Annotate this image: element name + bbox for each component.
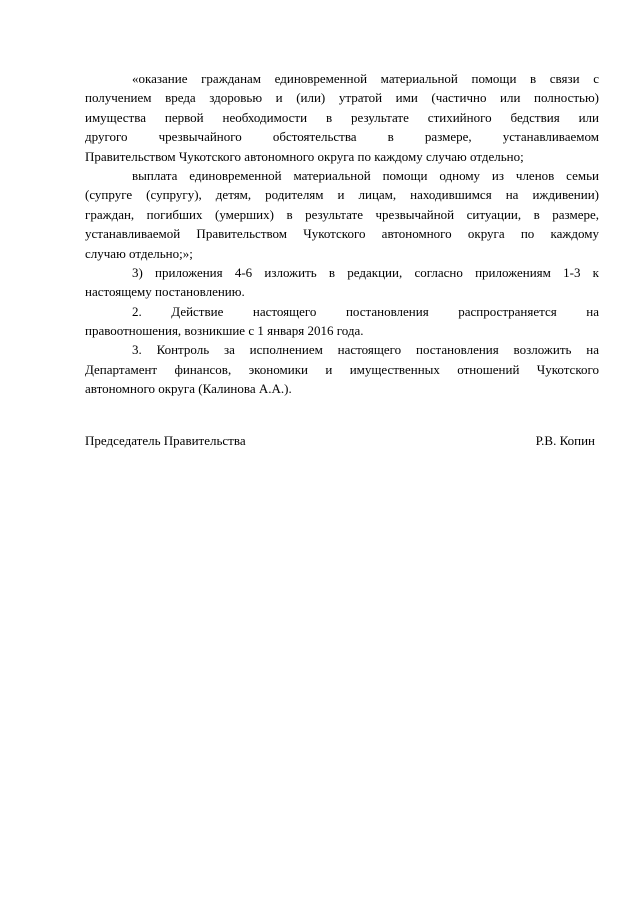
text-line: случаю отдельно;»; bbox=[85, 245, 193, 261]
document-body bbox=[85, 69, 599, 399]
text-line: граждан, погибших (умерших) в результате чрезвычайной ситуации, в размере, bbox=[85, 206, 599, 222]
paragraph-effective-date bbox=[85, 302, 599, 341]
paragraph-appendices bbox=[85, 263, 599, 302]
paragraph-control bbox=[85, 340, 599, 398]
signatory-title: Председатель Правительства bbox=[85, 433, 246, 448]
text-line: имущества первой необходимости в результате стихийного бедствия или bbox=[85, 109, 599, 125]
signatory-name: Р.В. Копин bbox=[535, 433, 595, 448]
text-line: настоящему постановлению. bbox=[85, 284, 245, 300]
text-line: автономного округа (Калинова А.А.). bbox=[85, 381, 292, 397]
text-line: выплата единовременной материальной помощи одному из членов семьи bbox=[132, 167, 599, 183]
paragraph-family-aid bbox=[85, 166, 599, 263]
text-line: Департамент финансов, экономики и имущественных отношений Чукотского bbox=[85, 361, 599, 377]
paragraph-material-aid-disaster bbox=[85, 69, 599, 166]
text-line: устанавливаемой Правительством Чукотского автономного округа по каждому bbox=[85, 226, 599, 242]
text-line: Правительством Чукотского автономного округа по каждому случаю отдельно; bbox=[85, 148, 524, 164]
text-line: «оказание гражданам единовременной материальной помощи в связи с bbox=[132, 71, 599, 86]
text-line: другого чрезвычайного обстоятельства в размере, устанавливаемом bbox=[85, 129, 599, 145]
text-line: 2. Действие настоящего постановления распространяется на bbox=[132, 303, 599, 319]
text-line: правоотношения, возникшие с 1 января 2016 года. bbox=[85, 323, 364, 339]
text-line: (супруге (супругу), детям, родителям и лицам, находившимся на иждивении) bbox=[85, 187, 599, 203]
text-line: получением вреда здоровью и (или) утратой ими (частично или полностью) bbox=[85, 90, 599, 106]
text-line: 3) приложения 4-6 изложить в редакции, согласно приложениям 1-3 к bbox=[132, 264, 599, 280]
text-line: 3. Контроль за исполнением настоящего постановления возложить на bbox=[132, 342, 599, 358]
